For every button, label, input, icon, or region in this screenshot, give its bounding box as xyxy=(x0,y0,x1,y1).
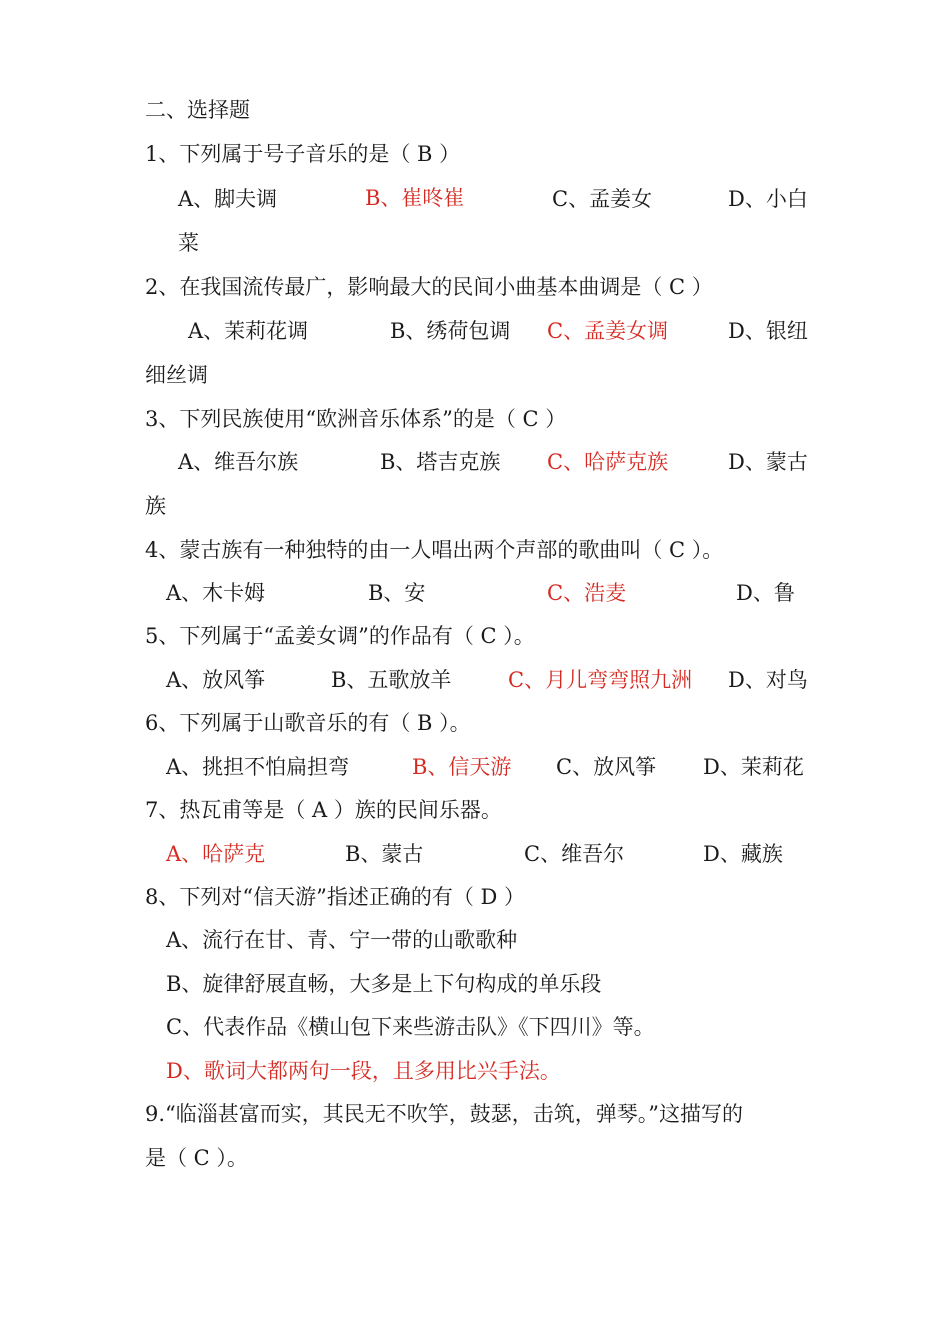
option-d: D、小白 xyxy=(728,187,808,211)
option-c: C、维吾尔 xyxy=(524,842,625,866)
option-d-continuation: 族 xyxy=(145,494,166,518)
option-a: A、流行在甘、青、宁一带的山歌歌种 xyxy=(166,928,518,952)
option-b: B、安 xyxy=(368,581,426,605)
option-b: B、塔吉克族 xyxy=(380,450,501,474)
option-d: D、茉莉花 xyxy=(703,755,804,779)
question-stem: 7、热瓦甫等是（ A ）族的民间乐器。 xyxy=(145,798,502,822)
section-title: 二、选择题 xyxy=(145,98,250,122)
question-stem: 6、下列属于山歌音乐的有（ B ）。 xyxy=(145,711,471,735)
option-d: D、鲁 xyxy=(736,581,795,605)
option-d: D、银纽 xyxy=(728,319,808,343)
option-b: B、绣荷包调 xyxy=(390,319,511,343)
option-d: D、对鸟 xyxy=(728,668,808,692)
option-a: A、维吾尔族 xyxy=(178,450,299,474)
question-stem: 1、下列属于号子音乐的是（ B ） xyxy=(145,142,461,166)
option-b-answer: B、崔咚崔 xyxy=(365,186,465,210)
option-c: C、放风筝 xyxy=(556,755,657,779)
option-a: A、挑担不怕扁担弯 xyxy=(166,755,350,779)
question-stem: 9.“临淄甚富而实，其民无不吹竽，鼓瑟，击筑，弹琴。”这描写的 xyxy=(145,1102,744,1126)
option-a: A、木卡姆 xyxy=(166,581,266,605)
option-b: B、五歌放羊 xyxy=(331,668,452,692)
question-stem: 2、在我国流传最广，影响最大的民间小曲基本曲调是（ C ） xyxy=(145,275,713,299)
question-stem: 5、下列属于“孟姜女调”的作品有（ C ）。 xyxy=(145,624,535,648)
option-b: B、蒙古 xyxy=(345,842,424,866)
option-c: C、孟姜女 xyxy=(552,187,653,211)
option-b-answer: B、信天游 xyxy=(412,755,512,779)
option-d-answer: D、歌词大都两句一段，且多用比兴手法。 xyxy=(166,1059,561,1083)
option-a-answer: A、哈萨克 xyxy=(166,842,266,866)
option-c-answer: C、孟姜女调 xyxy=(547,319,669,343)
option-a: A、脚夫调 xyxy=(178,187,278,211)
option-b: B、旋律舒展直畅，大多是上下句构成的单乐段 xyxy=(166,972,602,996)
option-d-continuation: 细丝调 xyxy=(145,363,208,387)
question-stem-continuation: 是（ C ）。 xyxy=(145,1146,248,1170)
question-stem: 8、下列对“信天游”指述正确的有（ D ） xyxy=(145,885,526,909)
option-a: A、茉莉花调 xyxy=(188,319,309,343)
option-c-answer: C、浩麦 xyxy=(547,581,627,605)
option-d: D、蒙古 xyxy=(728,450,808,474)
option-c: C、代表作品《横山包下来些游击队》《下四川》等。 xyxy=(166,1015,655,1039)
option-c-answer: C、哈萨克族 xyxy=(547,450,669,474)
option-c-answer: C、月儿弯弯照九洲 xyxy=(508,668,693,692)
option-d-continuation: 菜 xyxy=(178,231,199,255)
question-stem: 3、下列民族使用“欧洲音乐体系”的是（ C ） xyxy=(145,407,567,431)
question-stem: 4、蒙古族有一种独特的由一人唱出两个声部的歌曲叫（ C ）。 xyxy=(145,538,724,562)
option-d: D、藏族 xyxy=(703,842,783,866)
option-a: A、放风筝 xyxy=(166,668,266,692)
